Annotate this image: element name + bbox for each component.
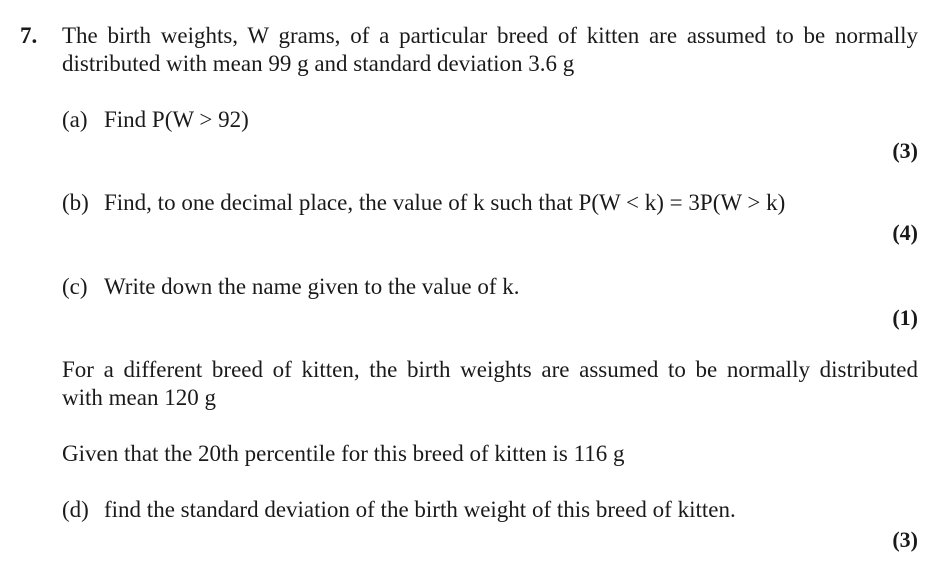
part-b-text: Find, to one decimal place, the value of k such that P(W < k) = 3P(W > k) xyxy=(104,190,786,215)
part-d-text: find the standard deviation of the birth weight of this breed of kitten. xyxy=(104,497,736,522)
intro-line-2: distributed with mean 99 g and standard deviation 3.6 g xyxy=(62,51,575,76)
second-breed-line-1: For a different breed of kitten, the birth weights are assumed to be normally distributed xyxy=(62,357,918,382)
part-d-label: (d) xyxy=(62,497,89,522)
intro-line-1: The birth weights, W grams, of a particular breed of kitten are assumed to be normally xyxy=(62,23,918,48)
part-b xyxy=(62,189,785,217)
part-c-text: Write down the name given to the value of k. xyxy=(104,274,520,299)
part-c xyxy=(62,273,520,301)
part-b-label: (b) xyxy=(62,190,89,215)
part-b-marks: (4) xyxy=(892,220,918,245)
question-intro xyxy=(62,22,918,78)
part-d xyxy=(62,496,736,524)
second-breed-intro xyxy=(62,356,918,412)
second-breed-given: Given that the 20th percentile for this breed of kitten is 116 g xyxy=(62,441,625,466)
second-breed-line-2: with mean 120 g xyxy=(62,385,216,410)
part-c-marks: (1) xyxy=(892,305,918,330)
part-d-marks: (3) xyxy=(892,527,918,552)
question-number: 7. xyxy=(20,23,38,48)
part-a xyxy=(62,106,249,134)
part-c-label: (c) xyxy=(62,274,88,299)
part-a-label: (a) xyxy=(62,107,88,132)
part-a-marks: (3) xyxy=(892,138,918,163)
part-a-text: Find P(W > 92) xyxy=(104,107,249,132)
